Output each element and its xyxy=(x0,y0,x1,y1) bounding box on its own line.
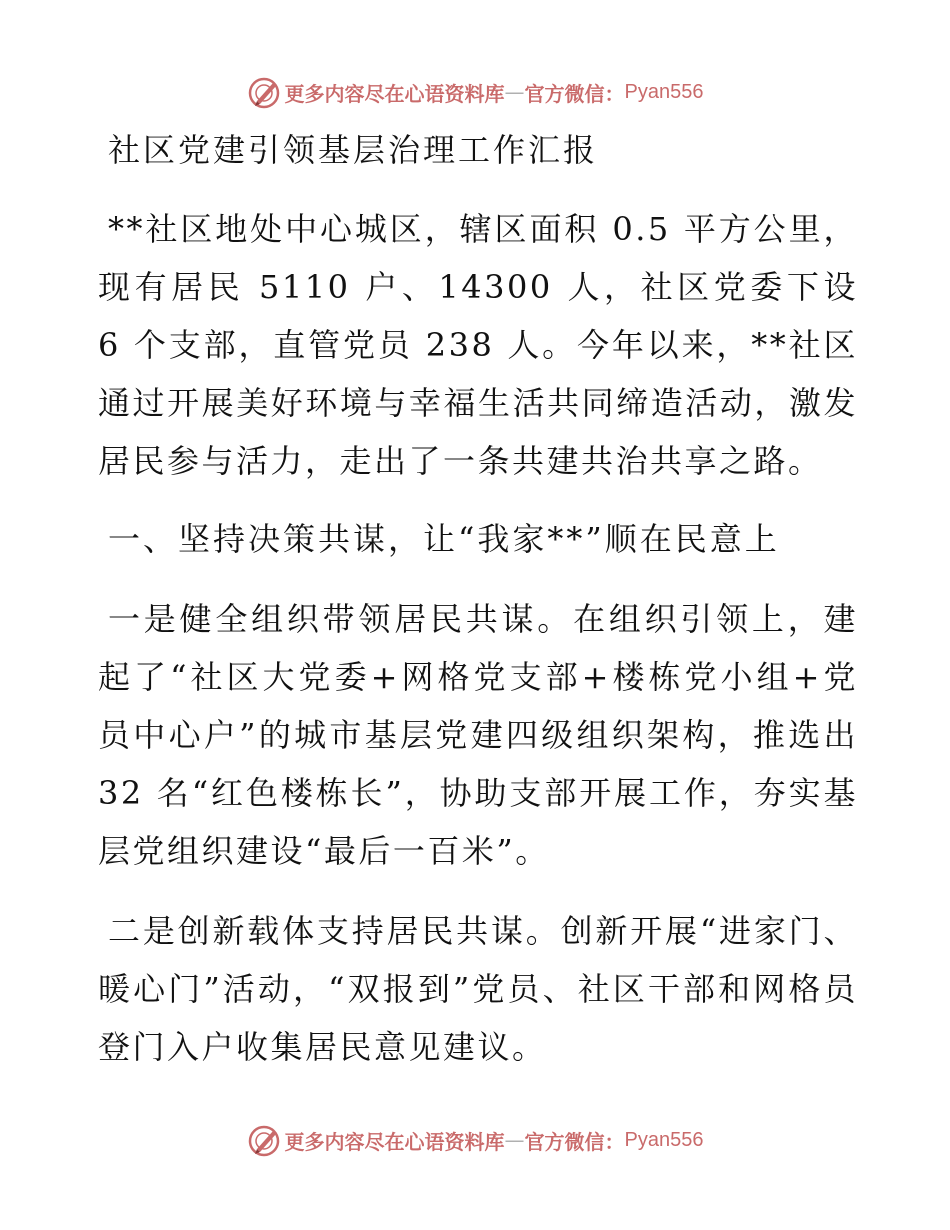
watermark-separator: — xyxy=(504,80,525,104)
section-heading: 一、坚持决策共谋，让“我家**”顺在民意上 xyxy=(108,520,780,558)
watermark-separator: — xyxy=(504,1128,525,1152)
watermark-account-label: 官方微信： xyxy=(524,81,625,106)
watermark-account-id: Pyan556 xyxy=(624,80,704,103)
pen-logo-icon xyxy=(247,75,281,109)
document-body xyxy=(98,122,858,1076)
watermark-text: 更多内容尽在心语资料库 xyxy=(284,1129,505,1154)
document-title: 社区党建引领基层治理工作汇报 xyxy=(108,131,599,169)
watermark-account-id: Pyan556 xyxy=(624,1128,704,1151)
watermark-account-label: 官方微信： xyxy=(524,1129,625,1154)
watermark-header xyxy=(0,72,950,112)
section-paragraph-2: 二是创新载体支持居民共谋。创新开展“进家门、暖心门”活动，“双报到”党员、社区干部和网格员登门入户收集居民意见建议。 xyxy=(98,912,858,1066)
pen-logo-icon xyxy=(247,1123,281,1157)
watermark-text: 更多内容尽在心语资料库 xyxy=(284,81,505,106)
section-paragraph-1: 一是健全组织带领居民共谋。在组织引领上，建起了“社区大党委+网格党支部+楼栋党小组+党员中心户”的城市基层党建四级组织架构，推选出 32 名“红色楼栋长”，协助支部开展工作，夯实基层党组织建设“最后一百米”。 xyxy=(98,600,858,870)
watermark-footer xyxy=(0,1120,950,1160)
intro-paragraph: **社区地处中心城区，辖区面积 0.5 平方公里，现有居民 5110 户、14300 人，社区党委下设 6 个支部，直管党员 238 人。今年以来，**社区通过开展美好环境与幸福生活共同缔造活动，激发居民参与活力，走出了一条共建共治共享之路。 xyxy=(98,210,858,480)
